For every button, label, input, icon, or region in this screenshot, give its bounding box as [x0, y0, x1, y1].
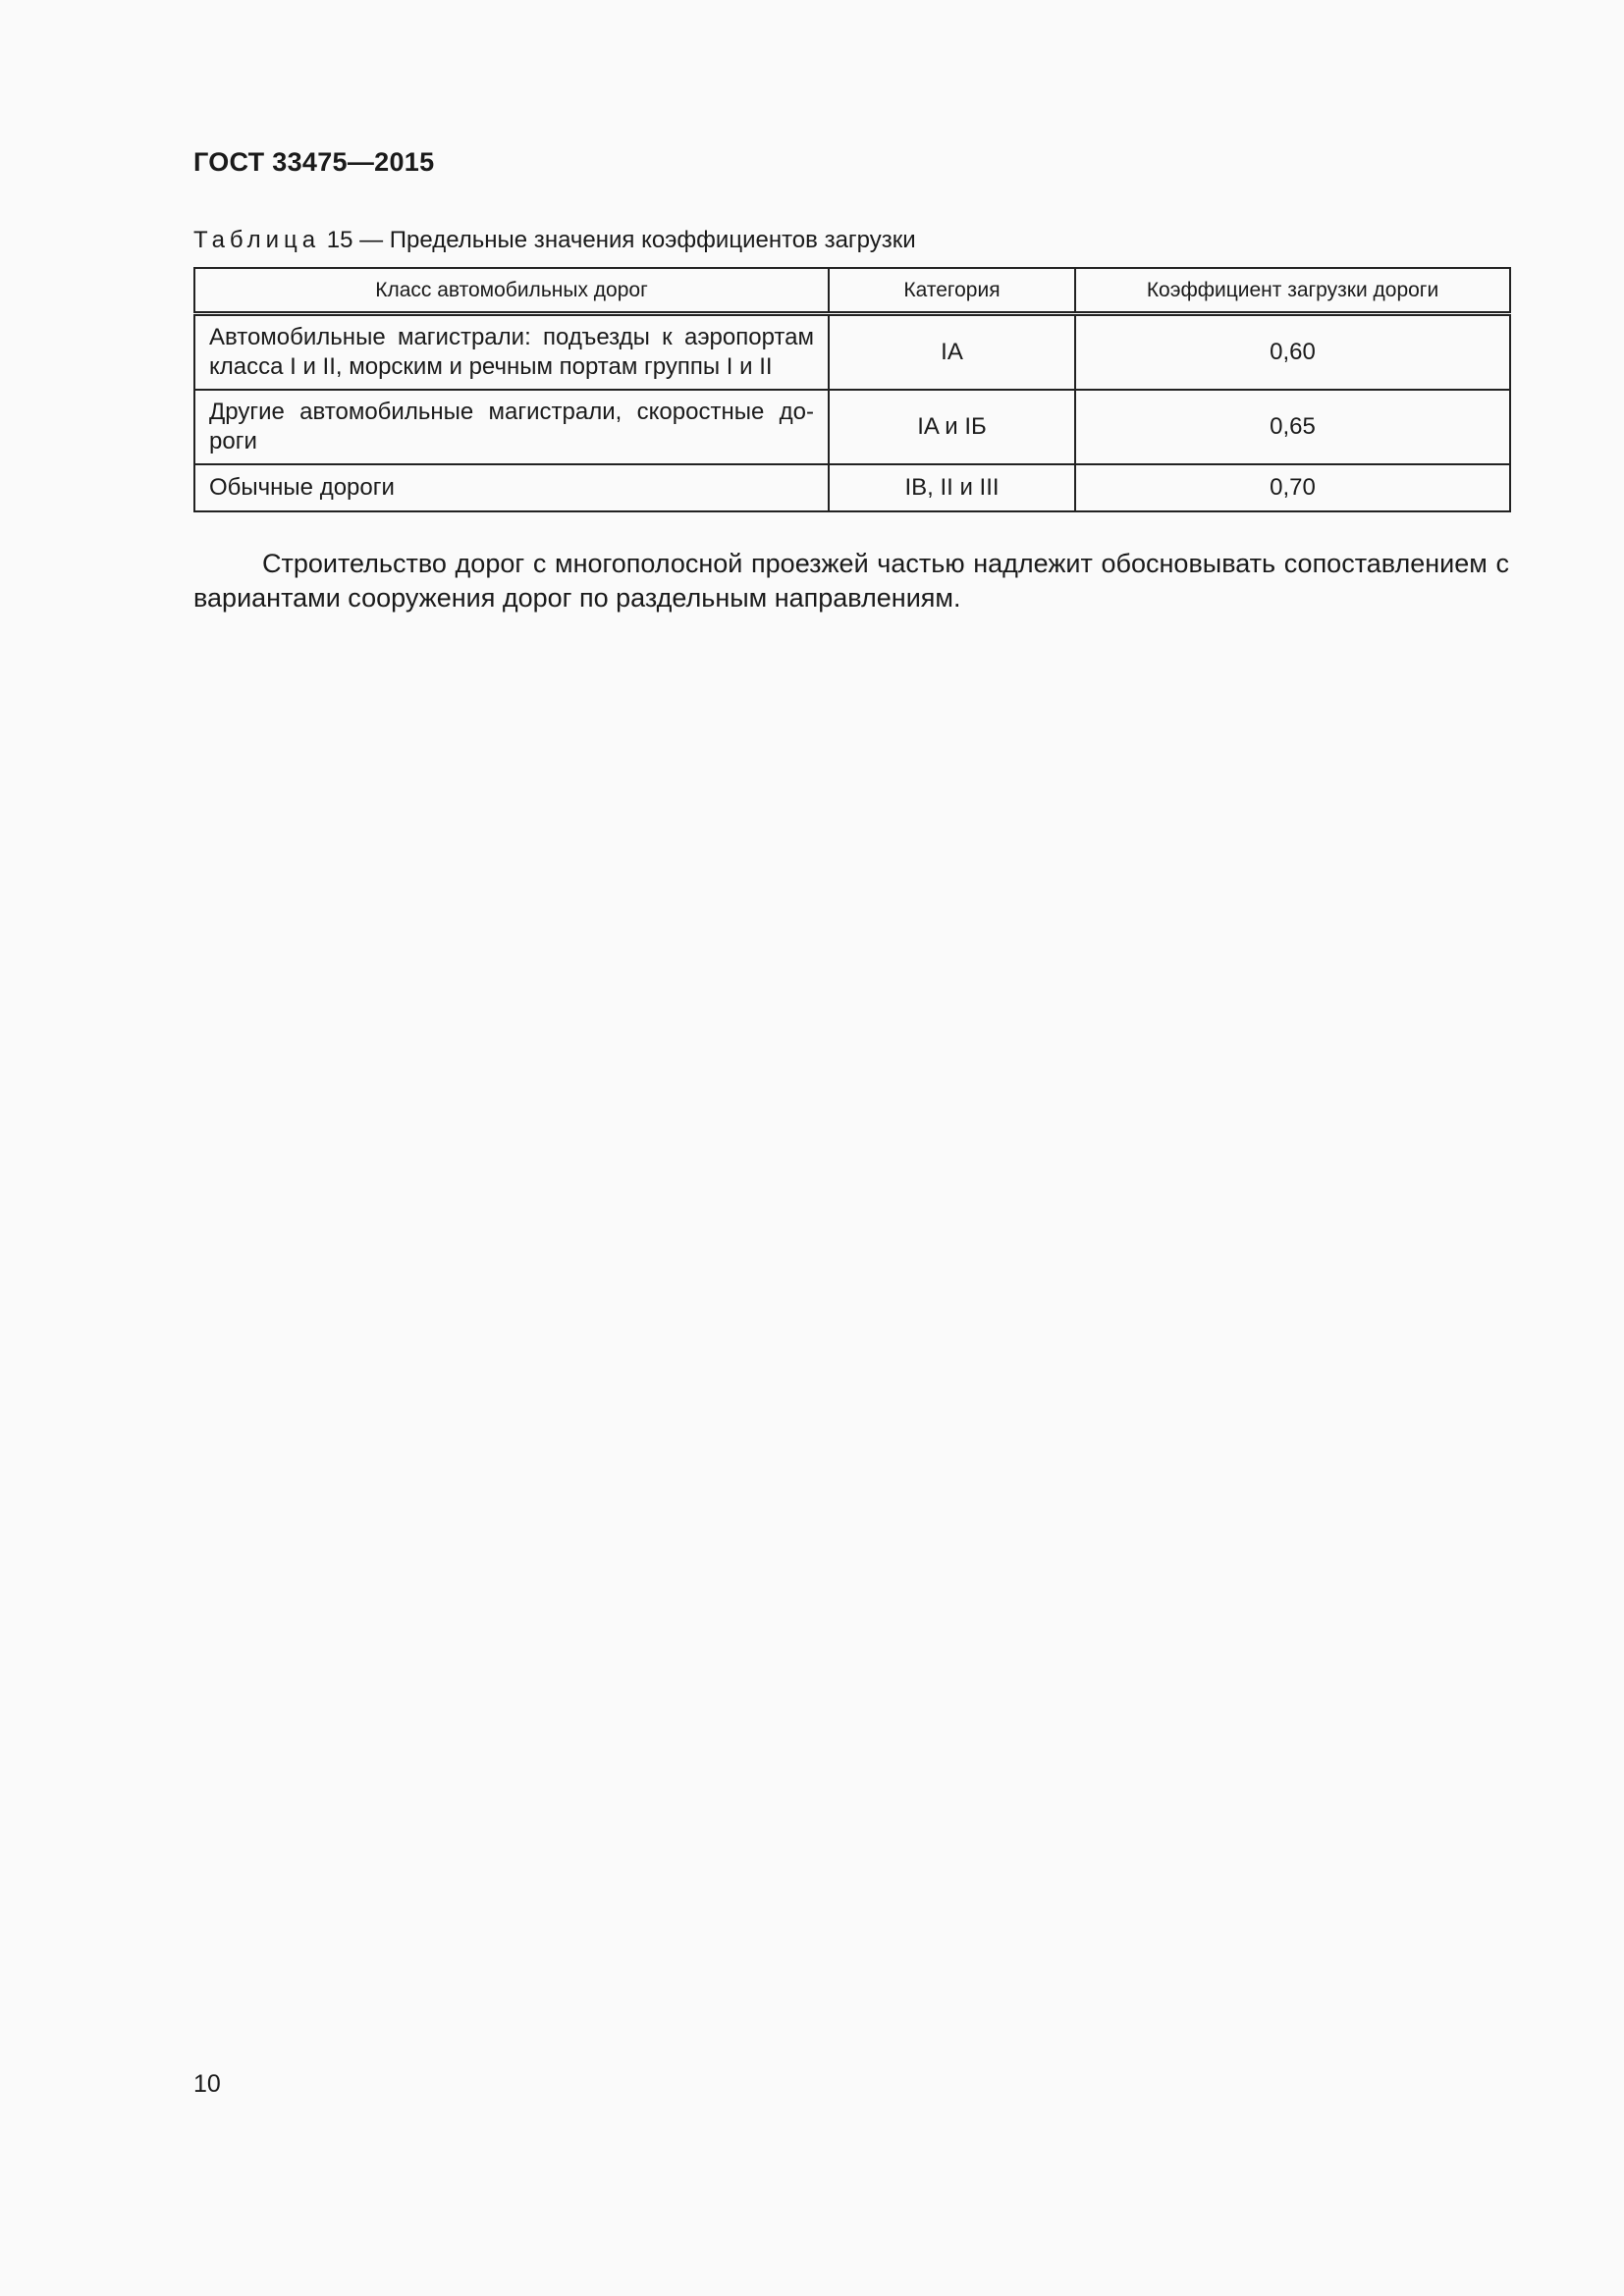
table-caption [193, 227, 916, 254]
body-paragraph: Строительство дорог с многополосной проезжей частью надлежит обосновывать сопоставлением с вариантами сооружения дорог по раздельным направлениям. [193, 549, 1509, 613]
table-caption-text: 15 — Предельные значения коэффициентов загрузки [320, 227, 916, 253]
category-cell: IA [829, 314, 1075, 391]
table-row [194, 314, 1510, 391]
road-class-cell: Другие автомобильные магистрали, скоростные дороги [194, 390, 829, 464]
load-coefficient-table [193, 267, 1511, 512]
category-cell: IB, II и III [829, 464, 1075, 511]
column-header-road-class: Класс автомобильных дорог [194, 268, 829, 314]
column-header-category: Категория [829, 268, 1075, 314]
page-number: 10 [193, 2070, 221, 2098]
category-cell: IA и IБ [829, 390, 1075, 464]
table-header-row [194, 268, 1510, 314]
coefficient-cell: 0,60 [1075, 314, 1510, 391]
table-row [194, 464, 1510, 511]
road-class-cell: Автомобильные магистрали: подъезды к аэропортам класса I и II, морским и речным портам группы I и II [194, 314, 829, 391]
road-class-cell: Обычные дороги [194, 464, 829, 511]
coefficient-cell: 0,65 [1075, 390, 1510, 464]
table-caption-prefix: Таблица [193, 227, 321, 253]
table-row [194, 390, 1510, 464]
column-header-coefficient: Коэффициент загрузки дороги [1075, 268, 1510, 314]
coefficient-cell: 0,70 [1075, 464, 1510, 511]
document-header: ГОСТ 33475—2015 [193, 147, 435, 177]
